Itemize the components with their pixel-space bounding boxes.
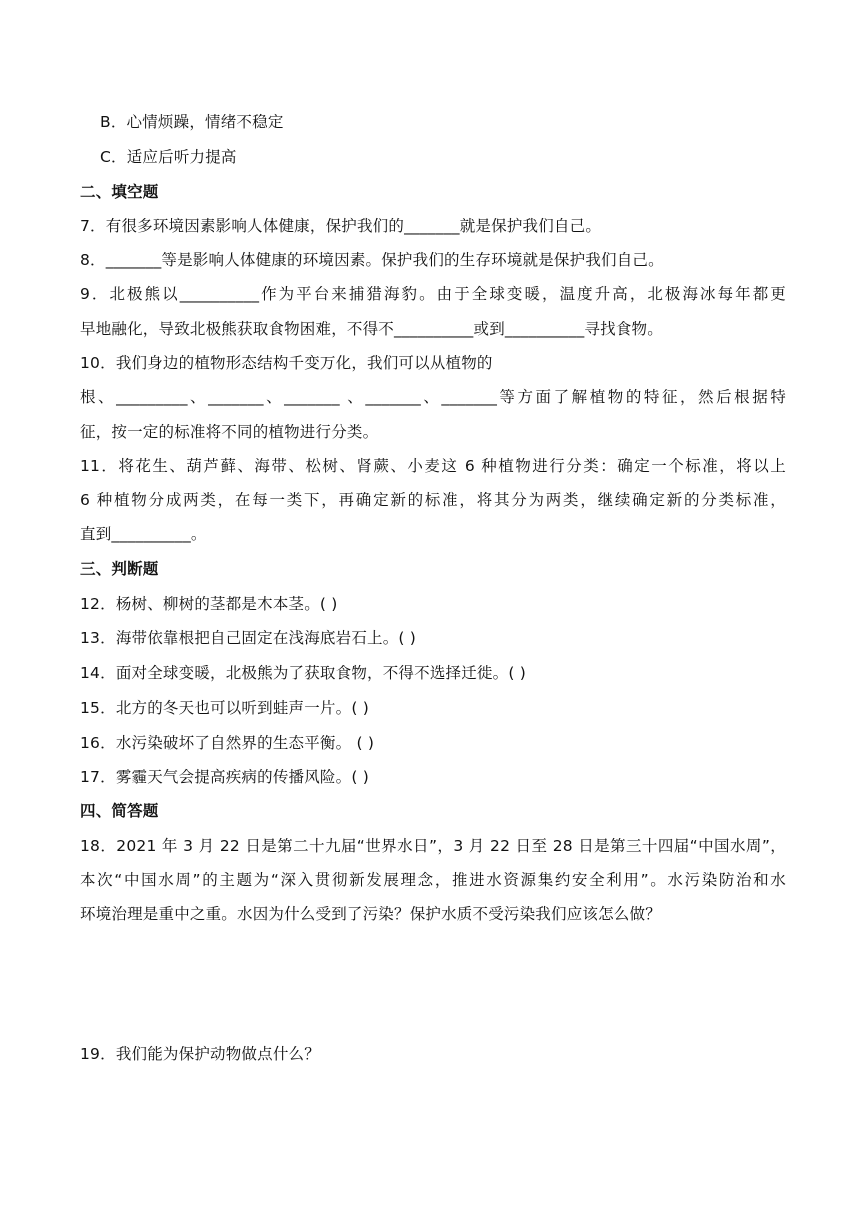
question-13: 13．海带依靠根把自己固定在浅海底岩石上。( )	[80, 629, 417, 647]
question-11-line-3: 直到__________。	[80, 525, 207, 543]
question-19: 19．我们能为保护动物做点什么？	[80, 1045, 320, 1063]
question-15: 15．北方的冬天也可以听到蛙声一片。( )	[80, 699, 369, 717]
option-b: B．心情烦躁，情绪不稳定	[100, 113, 284, 131]
question-9-line-1: 9．北极熊以__________作为平台来捕猎海豹。由于全球变暖，温度升高，北极海冰每年都更	[80, 285, 786, 303]
question-10-line-2: 根、_________、_______、_______ 、_______、_______等方面了解植物的特征，然后根据特	[80, 388, 786, 406]
section-heading-fill-in: 二、填空题	[80, 183, 159, 201]
question-18-line-1: 18．2021 年 3 月 22 日是第二十九届“世界水日”，3 月 22 日至 28 日是第三十四届“中国水周”，	[80, 837, 786, 855]
question-8: 8．_______等是影响人体健康的环境因素。保护我们的生存环境就是保护我们自己。	[80, 251, 664, 269]
question-16: 16．水污染破坏了自然界的生态平衡。 ( )	[80, 734, 375, 752]
question-14: 14．面对全球变暖，北极熊为了获取食物，不得不选择迁徙。( )	[80, 664, 526, 682]
question-17: 17．雾霾天气会提高疾病的传播风险。( )	[80, 768, 369, 786]
question-10-line-1: 10．我们身边的植物形态结构千变万化，我们可以从植物的	[80, 354, 493, 372]
option-c: C．适应后听力提高	[100, 148, 237, 166]
question-10-line-3: 征，按一定的标准将不同的植物进行分类。	[80, 423, 379, 441]
question-18-line-2: 本次“中国水周”的主题为“深入贯彻新发展理念，推进水资源集约安全利用”。水污染防治和水	[80, 871, 786, 889]
section-heading-true-false: 三、判断题	[80, 560, 159, 578]
question-18-line-3: 环境治理是重中之重。水因为什么受到了污染？保护水质不受污染我们应该怎么做？	[80, 905, 661, 923]
section-heading-short-answer: 四、简答题	[80, 802, 159, 820]
question-12: 12．杨树、柳树的茎都是木本茎。( )	[80, 595, 338, 613]
question-11-line-2: 6 种植物分成两类，在每一类下，再确定新的标准，将其分为两类，继续确定新的分类标准，	[80, 491, 786, 509]
question-11-line-1: 11．将花生、葫芦藓、海带、松树、肾蕨、小麦这 6 种植物进行分类：确定一个标准，将以上	[80, 457, 786, 475]
question-7: 7．有很多环境因素影响人体健康，保护我们的_______就是保护我们自己。	[80, 217, 602, 235]
question-9-line-2: 早地融化，导致北极熊获取食物困难，不得不__________或到__________寻找食物。	[80, 320, 663, 338]
